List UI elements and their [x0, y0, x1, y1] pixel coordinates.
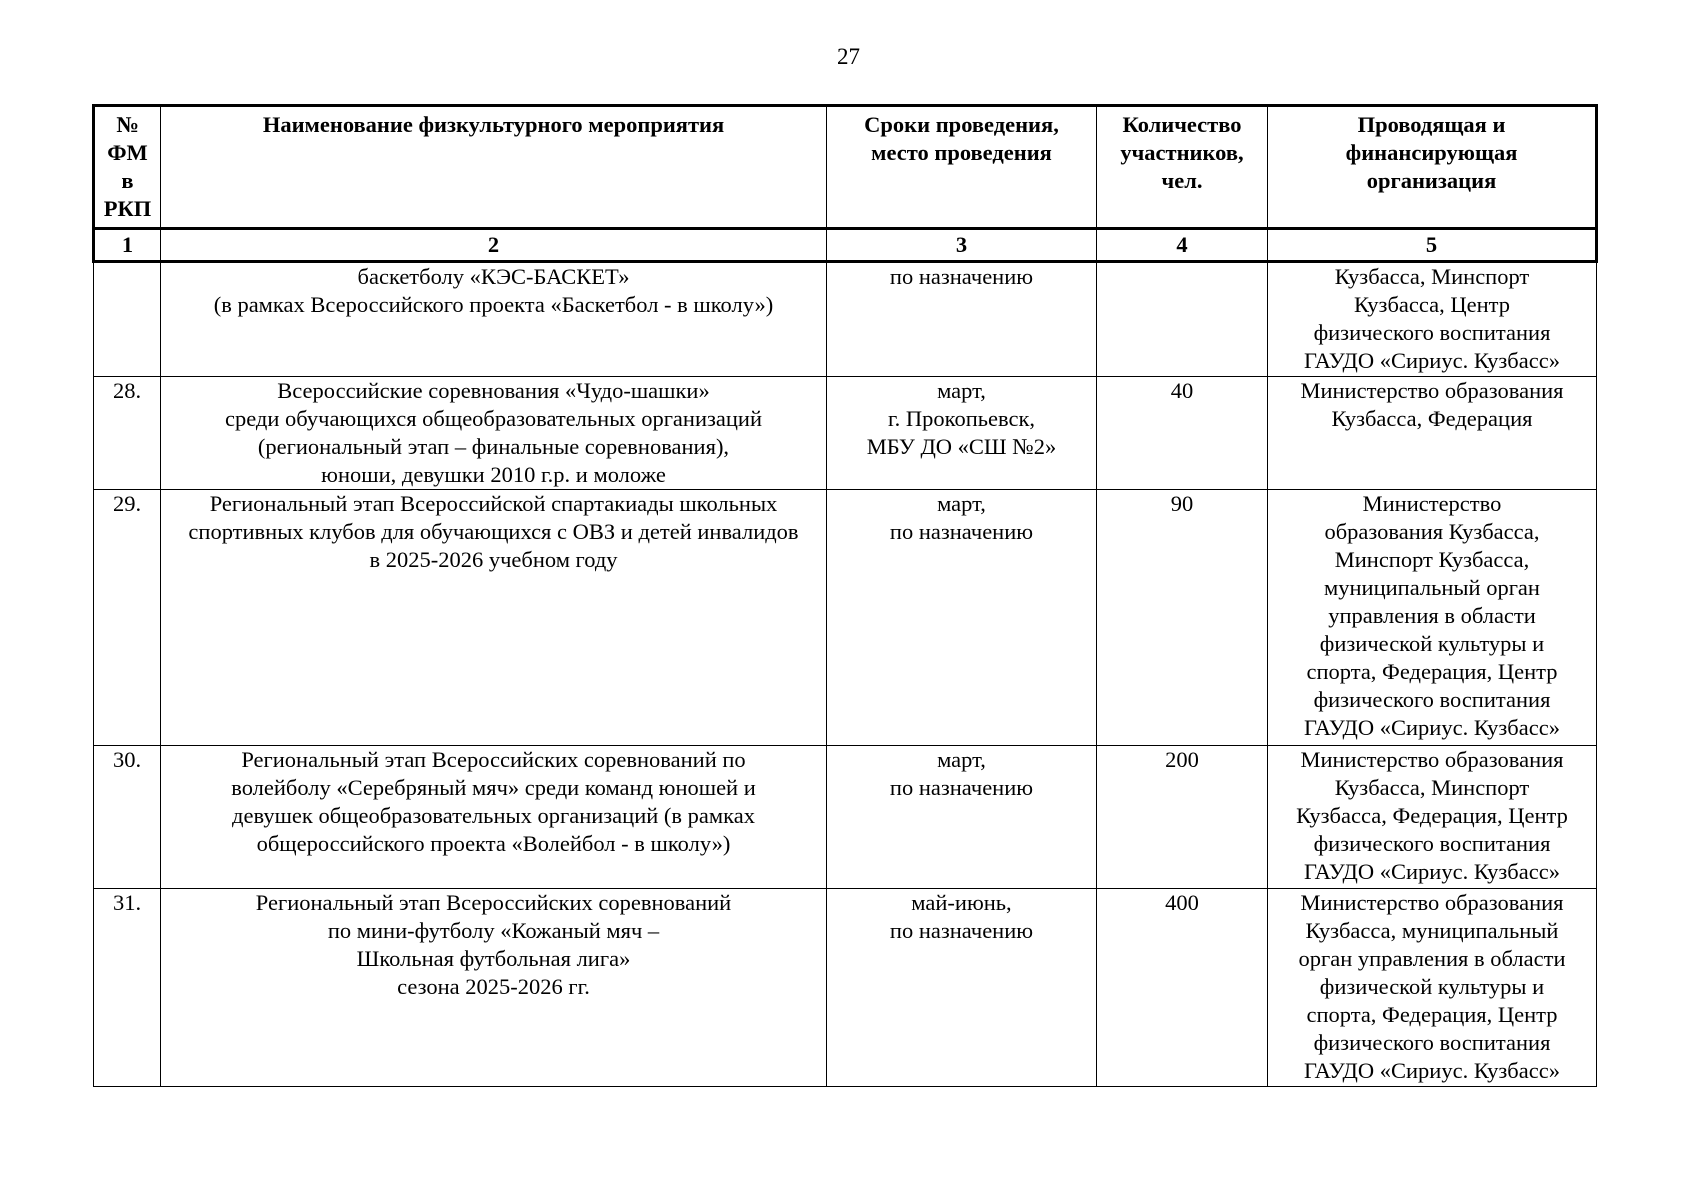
column-number: 1 — [94, 229, 161, 262]
event-organization: Министерство образования Кузбасса, Минспорт Кузбасса, муниципальный орган управления в области физической культуры и спорта, Федерация, Центр физического воспитания ГАУДО «Сириус. Кузбасс» — [1268, 490, 1597, 746]
row-number: 30. — [94, 746, 161, 889]
event-organization: Кузбасса, Минспорт Кузбасса, Центр физического воспитания ГАУДО «Сириус. Кузбасс» — [1268, 262, 1597, 377]
event-name: Региональный этап Всероссийских соревнований по мини-футболу «Кожаный мяч – Школьная футбольная лига» сезона 2025-2026 гг. — [161, 889, 827, 1087]
table-row — [94, 377, 1597, 490]
column-number: 4 — [1097, 229, 1268, 262]
header-event-name: Наименование физкультурного мероприятия — [161, 106, 827, 229]
page-number: 27 — [837, 44, 860, 69]
event-dates-place: март, по назначению — [827, 490, 1097, 746]
event-name: Региональный этап Всероссийской спартакиады школьных спортивных клубов для обучающихся с ОВЗ и детей инвалидов в 2025-2026 учебном году — [161, 490, 827, 746]
table-header-row — [94, 106, 1597, 229]
header-fm-number: № ФМ в РКП — [94, 106, 161, 229]
event-organization: Министерство образования Кузбасса, Минспорт Кузбасса, Федерация, Центр физического воспитания ГАУДО «Сириус. Кузбасс» — [1268, 746, 1597, 889]
row-number: 31. — [94, 889, 161, 1087]
events-table — [92, 104, 1598, 1087]
table-row — [94, 262, 1597, 377]
event-dates-place: март, по назначению — [827, 746, 1097, 889]
row-number: 28. — [94, 377, 161, 490]
event-participants: 400 — [1097, 889, 1268, 1087]
event-organization: Министерство образования Кузбасса, Федерация — [1268, 377, 1597, 490]
event-name: Региональный этап Всероссийских соревнований по волейболу «Серебряный мяч» среди команд юношей и девушек общеобразовательных организаций (в рамках общероссийского проекта «Волейбол - в школу») — [161, 746, 827, 889]
event-name: Всероссийские соревнования «Чудо-шашки» среди обучающихся общеобразовательных организаций (региональный этап – финальные соревнования), юноши, девушки 2010 г.р. и моложе — [161, 377, 827, 490]
event-participants: 200 — [1097, 746, 1268, 889]
column-number: 3 — [827, 229, 1097, 262]
column-number: 5 — [1268, 229, 1597, 262]
column-number: 2 — [161, 229, 827, 262]
event-dates-place: март, г. Прокопьевск, МБУ ДО «СШ №2» — [827, 377, 1097, 490]
table-row — [94, 490, 1597, 746]
event-name: баскетболу «КЭС-БАСКЕТ» (в рамках Всероссийского проекта «Баскетбол - в школу») — [161, 262, 827, 377]
event-participants: 90 — [1097, 490, 1268, 746]
event-dates-place: по назначению — [827, 262, 1097, 377]
event-dates-place: май-июнь, по назначению — [827, 889, 1097, 1087]
header-organization: Проводящая и финансирующая организация — [1268, 106, 1597, 229]
event-participants — [1097, 262, 1268, 377]
table-row — [94, 746, 1597, 889]
event-participants: 40 — [1097, 377, 1268, 490]
row-number: 29. — [94, 490, 161, 746]
event-organization: Министерство образования Кузбасса, муниципальный орган управления в области физической культуры и спорта, Федерация, Центр физического воспитания ГАУДО «Сириус. Кузбасс» — [1268, 889, 1597, 1087]
header-participants-count: Количество участников, чел. — [1097, 106, 1268, 229]
table-row — [94, 889, 1597, 1087]
row-number — [94, 262, 161, 377]
header-dates-place: Сроки проведения, место проведения — [827, 106, 1097, 229]
column-number-row — [94, 229, 1597, 262]
